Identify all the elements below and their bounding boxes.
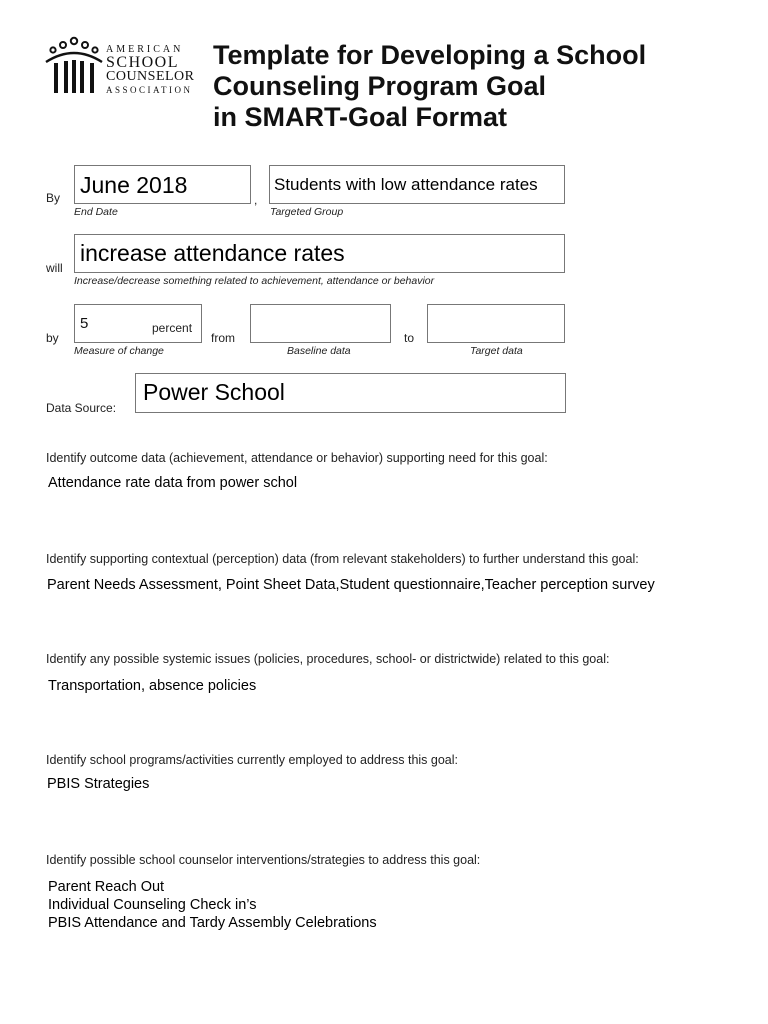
measure-value: 5 — [80, 315, 89, 332]
data-source-label: Data Source: — [46, 401, 117, 415]
logo-text-association: ASSOCIATION — [106, 85, 193, 95]
asca-columns-icon — [44, 36, 104, 98]
programs-answer: PBIS Strategies — [47, 776, 150, 792]
asca-logo — [44, 36, 204, 98]
page-title — [213, 40, 646, 133]
interventions-answer-1: Parent Reach Out — [48, 879, 165, 895]
will-label: will — [46, 261, 63, 275]
target-caption: Target data — [470, 345, 523, 357]
baseline-caption: Baseline data — [287, 345, 351, 357]
change-value: increase attendance rates — [80, 240, 345, 266]
systemic-issues-question: Identify any possible systemic issues (policies, procedures, school- or districtwide) related to this goal: — [46, 652, 610, 666]
from-label: from — [211, 331, 235, 345]
logo-text-school: SCHOOL — [106, 54, 180, 71]
baseline-field[interactable] — [250, 304, 391, 343]
to-label: to — [404, 331, 415, 345]
systemic-issues-answer: Transportation, absence policies — [48, 678, 257, 694]
targeted-group-value: Students with low attendance rates — [274, 175, 538, 194]
end-date-value: June 2018 — [80, 172, 188, 198]
change-caption: Increase/decrease something related to achievement, attendance or behavior — [74, 275, 435, 287]
targeted-group-caption: Targeted Group — [270, 206, 344, 218]
interventions-question: Identify possible school counselor interventions/strategies to address this goal: — [46, 853, 481, 867]
by-label: By — [46, 191, 61, 205]
measure-caption: Measure of change — [74, 345, 164, 357]
outcome-data-question: Identify outcome data (achievement, attendance or behavior) supporting need for this goal: — [46, 451, 548, 465]
logo-text-american: AMERICAN — [106, 44, 184, 55]
title-line-2: Counseling Program Goal — [213, 71, 547, 101]
targeted-group-field[interactable] — [269, 165, 565, 204]
end-date-field[interactable] — [74, 165, 251, 204]
data-source-value: Power School — [143, 379, 285, 405]
end-date-caption: End Date — [74, 206, 118, 218]
contextual-data-answer: Parent Needs Assessment, Point Sheet Data,Student questionnaire,Teacher perception survey — [47, 577, 655, 593]
by-measure-label: by — [46, 331, 59, 345]
contextual-data-question: Identify supporting contextual (perception) data (from relevant stakeholders) to further understand this goal: — [46, 552, 639, 566]
interventions-answer-3: PBIS Attendance and Tardy Assembly Celebrations — [48, 915, 377, 931]
change-field[interactable] — [74, 234, 565, 273]
target-field[interactable] — [427, 304, 565, 343]
programs-question: Identify school programs/activities currently employed to address this goal: — [46, 753, 458, 767]
data-source-field[interactable] — [135, 373, 566, 413]
outcome-data-answer: Attendance rate data from power schol — [48, 475, 298, 491]
title-line-1: Template for Developing a School — [213, 40, 647, 70]
comma-separator: , — [254, 193, 258, 207]
measure-field[interactable] — [74, 304, 202, 343]
title-line-3: in SMART-Goal Format — [213, 102, 508, 132]
logo-text-counselor: COUNSELOR — [106, 69, 195, 84]
percent-label: percent — [152, 321, 193, 335]
interventions-answer-2: Individual Counseling Check in’s — [48, 897, 257, 913]
